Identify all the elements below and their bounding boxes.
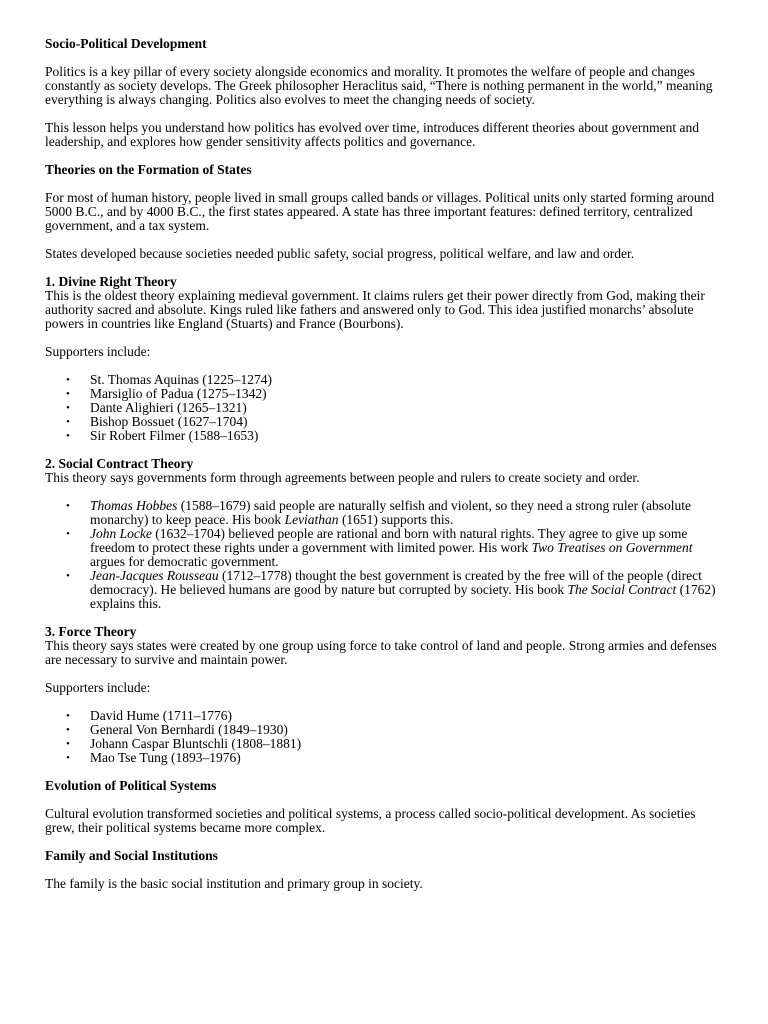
- divine-right-body: This is the oldest theory explaining medieval government. It claims rulers get their power directly from God, making their authority sacred and absolute. Kings ruled like fathers and answered only to God. This idea justified monarchs’ absolute powers in countries like England (Stuarts) and France (Bourbons).: [45, 288, 705, 331]
- list-item: • David Hume (1711–1776): [90, 709, 725, 723]
- page-title: Socio-Political Development: [45, 36, 207, 51]
- force-theory-supporters-list: [45, 709, 725, 765]
- social-contract-heading: 2. Social Contract Theory: [45, 456, 194, 471]
- force-theory-heading: 3. Force Theory: [45, 624, 137, 639]
- list-item: • Jean-Jacques Rousseau (1712–1778) thought the best government is created by the free will of the people (direct democracy). He believed humans are good by nature but corrupted by society. His book The Social Contract (1762) explains this.: [90, 569, 725, 611]
- philosopher-name: John Locke: [90, 526, 152, 541]
- list-item: • Johann Caspar Bluntschli (1808–1881): [90, 737, 725, 751]
- force-theory-supporters-label: Supporters include:: [45, 680, 151, 695]
- work-title: Leviathan: [284, 512, 339, 527]
- social-contract-body: This theory says governments form through agreements between people and rulers to create society and order.: [45, 470, 640, 485]
- divine-right-heading: 1. Divine Right Theory: [45, 274, 177, 289]
- intro-paragraph-1: Politics is a key pillar of every society alongside economics and morality. It promotes the welfare of people and changes constantly as society develops. The Greek philosopher Heraclitus said, “There is nothing permanent in the world,” meaning everything is always changing. Politics also evolves to meet the changing needs of society.: [45, 64, 713, 107]
- document-page: [45, 37, 725, 905]
- force-theory-body: This theory says states were created by one group using force to take control of land and people. Strong armies and defenses are necessary to survive and maintain power.: [45, 638, 717, 667]
- list-item: • General Von Bernhardi (1849–1930): [90, 723, 725, 737]
- list-item: • John Locke (1632–1704) believed people are rational and born with natural rights. They agree to give up some freedom to protect these rights under a government with limited power. His work Two Treatises on Government argues for democratic government.: [90, 527, 725, 569]
- theories-heading: Theories on the Formation of States: [45, 162, 252, 177]
- philosopher-name: Jean-Jacques Rousseau: [90, 568, 219, 583]
- list-item: • Thomas Hobbes (1588–1679) said people are naturally selfish and violent, so they need a strong ruler (absolute monarchy) to keep peace. His book Leviathan (1651) supports this.: [90, 499, 725, 527]
- divine-right-supporters-label: Supporters include:: [45, 344, 151, 359]
- list-item: • Mao Tse Tung (1893–1976): [90, 751, 725, 765]
- list-item: • Sir Robert Filmer (1588–1653): [90, 429, 725, 443]
- work-title: The Social Contract: [567, 582, 677, 597]
- divine-right-supporters-list: [45, 373, 725, 443]
- list-item: • Dante Alighieri (1265–1321): [90, 401, 725, 415]
- social-contract-list: [45, 499, 725, 611]
- work-title: Two Treatises on Government: [531, 540, 693, 555]
- intro-paragraph-2: This lesson helps you understand how politics has evolved over time, introduces different theories about government and leadership, and explores how gender sensitivity affects politics and governance.: [45, 120, 699, 149]
- evolution-body: Cultural evolution transformed societies and political systems, a process called socio-political development. As societies grew, their political systems became more complex.: [45, 806, 696, 835]
- list-item: • St. Thomas Aquinas (1225–1274): [90, 373, 725, 387]
- theories-paragraph-1: For most of human history, people lived in small groups called bands or villages. Political units only started forming around 5000 B.C., and by 4000 B.C., the first states appeared. A state has three important features: defined territory, centralized government, and a tax system.: [45, 190, 715, 233]
- philosopher-name: Thomas Hobbes: [90, 498, 178, 513]
- evolution-heading: Evolution of Political Systems: [45, 778, 217, 793]
- theories-paragraph-2: States developed because societies needed public safety, social progress, political welfare, and law and order.: [45, 246, 635, 261]
- list-item: • Bishop Bossuet (1627–1704): [90, 415, 725, 429]
- list-item: • Marsiglio of Padua (1275–1342): [90, 387, 725, 401]
- family-heading: Family and Social Institutions: [45, 848, 218, 863]
- family-body: The family is the basic social institution and primary group in society.: [45, 876, 423, 891]
